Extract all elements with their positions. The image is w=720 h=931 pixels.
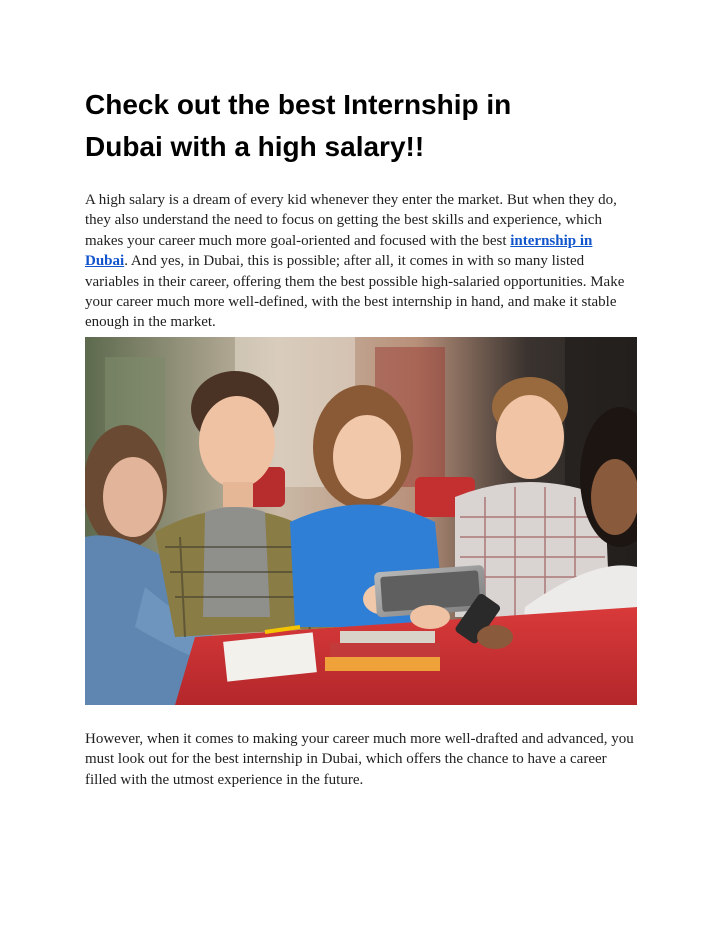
article-title (85, 84, 637, 168)
students-photo (85, 337, 637, 705)
intro-text-after-link: . And yes, in Dubai, this is possible; after all, it comes in with so many listed variables in their career, offering them the best possible high-salaried opportunities. Make your career much more well-defined, with the best internship in hand, and make it stable enough in the market. (85, 253, 625, 331)
title-line-1: Check out the best Internship in (85, 89, 512, 120)
intro-text-before-link: A high salary is a dream of every kid whenever they enter the market. But when they do, they also understand the need to focus on getting the best skills and experience, which makes your career much more goal-oriented and focused with the best (85, 192, 617, 249)
internship-in-dubai-link[interactable]: internship in Dubai (85, 232, 593, 270)
title-line-2: Dubai with a high salary!! (85, 131, 425, 162)
intro-paragraph (85, 190, 637, 333)
document-page (85, 84, 637, 790)
closing-paragraph: However, when it comes to making your career much more well-drafted and advanced, you must look out for the best internship in Dubai, which offers the chance to have a career filled with the utmost experience in the future. (85, 730, 634, 788)
students-photo-illustration (85, 337, 637, 705)
